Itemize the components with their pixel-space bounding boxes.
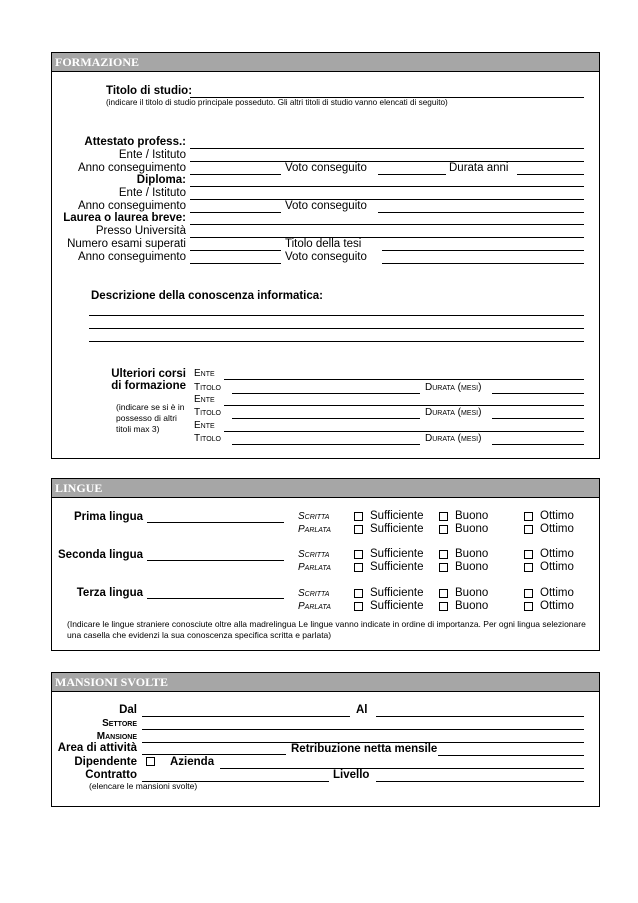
tesi-field[interactable] — [382, 250, 584, 251]
prima-scritta-buono-label: Buono — [455, 510, 489, 522]
al-field[interactable] — [376, 716, 584, 717]
laurea-anno-label: Anno conseguimento — [77, 251, 186, 263]
prima-scritta-ottimo-checkbox[interactable] — [524, 512, 533, 521]
corso-1-ente-field[interactable] — [224, 379, 584, 380]
mansione-label: Mansione — [96, 731, 137, 742]
mansioni-header: MANSIONI SVOLTE — [52, 673, 599, 692]
esami-label: Numero esami superati — [67, 238, 186, 250]
tesi-label: Titolo della tesi — [285, 238, 362, 250]
terza-parlata-sufficiente-label: Sufficiente — [370, 600, 424, 612]
laurea-voto-label: Voto conseguito — [285, 251, 367, 263]
laurea-label: Laurea o laurea breve: — [63, 212, 186, 224]
prima-scritta-label: Scritta — [298, 511, 330, 522]
terza-parlata-buono-checkbox[interactable] — [439, 602, 448, 611]
corso-3-titolo-field[interactable] — [232, 444, 420, 445]
prima-scritta-buono-checkbox[interactable] — [439, 512, 448, 521]
seconda-scritta-sufficiente-label: Sufficiente — [370, 548, 424, 560]
corso-1-durata-field[interactable] — [492, 393, 584, 394]
dal-label: Dal — [119, 704, 137, 716]
corso-2-ente-field[interactable] — [224, 405, 584, 406]
attestato-label: Attestato profess.: — [84, 136, 186, 148]
corso-3-titolo-label: Titolo — [194, 433, 221, 444]
titolo-studio-note: (indicare il titolo di studio principale posseduto. Gli altri titoli di studio vanno elencati di seguito) — [106, 98, 448, 107]
ulteriori-corsi-label-1: Ulteriori corsi — [111, 368, 186, 380]
seconda-parlata-buono-label: Buono — [455, 561, 489, 573]
ulteriori-corsi-note: (indicare se si è in possesso di altri titoli max 3) — [116, 402, 185, 434]
attestato-ente-label: Ente / Istituto — [118, 149, 186, 161]
prima-parlata-buono-checkbox[interactable] — [439, 525, 448, 534]
livello-field[interactable] — [376, 781, 584, 782]
al-label: Al — [356, 704, 368, 716]
terza-lingua-label: Terza lingua — [76, 587, 143, 599]
prima-parlata-ottimo-label: Ottimo — [540, 523, 574, 535]
area-field[interactable] — [142, 754, 286, 755]
laurea-voto-field[interactable] — [382, 263, 584, 264]
corso-3-durata-field[interactable] — [492, 444, 584, 445]
universita-field[interactable] — [190, 237, 584, 238]
seconda-scritta-ottimo-label: Ottimo — [540, 548, 574, 560]
informatica-label: Descrizione della conoscenza informatica: — [91, 290, 323, 302]
seconda-scritta-buono-label: Buono — [455, 548, 489, 560]
informatica-line-1[interactable] — [89, 315, 584, 316]
prima-lingua-label: Prima lingua — [73, 511, 143, 523]
corso-2-durata-field[interactable] — [492, 418, 584, 419]
azienda-label: Azienda — [170, 756, 215, 768]
seconda-lingua-field[interactable] — [147, 560, 284, 561]
settore-label: Settore — [102, 718, 137, 729]
prima-parlata-sufficiente-label: Sufficiente — [370, 523, 424, 535]
prima-scritta-sufficiente-label: Sufficiente — [370, 510, 424, 522]
corso-1-titolo-label: Titolo — [194, 382, 221, 393]
corso-1-titolo-field[interactable] — [232, 393, 420, 394]
ulteriori-corsi-label-2: di formazione — [111, 380, 186, 392]
area-label: Area di attività — [57, 742, 137, 754]
corso-2-durata-label: Durata (mesi) — [425, 407, 482, 418]
terza-scritta-buono-label: Buono — [455, 587, 489, 599]
attestato-anno-label: Anno conseguimento — [77, 162, 186, 174]
terza-scritta-ottimo-label: Ottimo — [540, 587, 574, 599]
terza-parlata-ottimo-checkbox[interactable] — [524, 602, 533, 611]
seconda-parlata-label: Parlata — [298, 562, 331, 573]
seconda-scritta-buono-checkbox[interactable] — [439, 550, 448, 559]
attestato-voto-field[interactable] — [378, 174, 446, 175]
universita-label: Presso Università — [95, 225, 186, 237]
dal-field[interactable] — [142, 716, 350, 717]
corso-3-ente-field[interactable] — [224, 431, 584, 432]
diploma-anno-label: Anno conseguimento — [77, 200, 186, 212]
terza-parlata-ottimo-label: Ottimo — [540, 600, 574, 612]
seconda-parlata-buono-checkbox[interactable] — [439, 563, 448, 572]
laurea-field[interactable] — [190, 224, 584, 225]
retribuzione-field[interactable] — [438, 755, 584, 756]
prima-parlata-sufficiente-checkbox[interactable] — [354, 525, 363, 534]
diploma-ente-field[interactable] — [190, 199, 584, 200]
retribuzione-label: Retribuzione netta mensile — [291, 743, 438, 755]
terza-scritta-label: Scritta — [298, 588, 330, 599]
terza-scritta-buono-checkbox[interactable] — [439, 589, 448, 598]
informatica-line-3[interactable] — [89, 341, 584, 342]
diploma-voto-label: Voto conseguito — [285, 200, 367, 212]
seconda-parlata-sufficiente-checkbox[interactable] — [354, 563, 363, 572]
diploma-label: Diploma: — [136, 174, 186, 186]
informatica-line-2[interactable] — [89, 328, 584, 329]
corso-2-titolo-label: Titolo — [194, 407, 221, 418]
diploma-field[interactable] — [190, 186, 584, 187]
terza-lingua-field[interactable] — [147, 598, 284, 599]
diploma-voto-field[interactable] — [378, 212, 584, 213]
prima-parlata-label: Parlata — [298, 524, 331, 535]
attestato-anno-field[interactable] — [190, 174, 281, 175]
seconda-lingua-label: Seconda lingua — [58, 549, 143, 561]
lingue-note: (Indicare le lingue straniere conosciute oltre alla madrelingua Le lingue vanno indicate in ordine di importanza. Per ogni lingua selezionare una casella che evidenzi la sua conoscenza specifica scritta e parlata) — [67, 619, 586, 640]
azienda-field[interactable] — [220, 768, 584, 769]
titolo-studio-label: Titolo di studio: — [106, 85, 193, 97]
attestato-durata-label: Durata anni — [449, 162, 509, 174]
prima-parlata-buono-label: Buono — [455, 523, 489, 535]
settore-field[interactable] — [142, 729, 584, 730]
seconda-parlata-sufficiente-label: Sufficiente — [370, 561, 424, 573]
diploma-ente-label: Ente / Istituto — [118, 187, 186, 199]
attestato-field[interactable] — [190, 148, 584, 149]
dipendente-checkbox[interactable] — [146, 757, 155, 766]
contratto-label: Contratto — [85, 769, 137, 781]
prima-lingua-field[interactable] — [147, 522, 284, 523]
terza-scritta-sufficiente-label: Sufficiente — [370, 587, 424, 599]
mansioni-note: (elencare le mansioni svolte) — [89, 781, 198, 791]
corso-2-titolo-field[interactable] — [232, 418, 420, 419]
attestato-durata-field[interactable] — [517, 174, 584, 175]
prima-scritta-ottimo-label: Ottimo — [540, 510, 574, 522]
seconda-scritta-sufficiente-checkbox[interactable] — [354, 550, 363, 559]
seconda-parlata-ottimo-label: Ottimo — [540, 561, 574, 573]
attestato-ente-field[interactable] — [190, 161, 584, 162]
formazione-header: FORMAZIONE — [52, 53, 599, 72]
esami-field[interactable] — [190, 250, 281, 251]
terza-parlata-label: Parlata — [298, 601, 331, 612]
corso-3-durata-label: Durata (mesi) — [425, 433, 482, 444]
corso-1-ente-label: Ente — [194, 368, 215, 379]
corso-3-ente-label: Ente — [194, 420, 215, 431]
terza-scritta-sufficiente-checkbox[interactable] — [354, 589, 363, 598]
seconda-parlata-ottimo-checkbox[interactable] — [524, 563, 533, 572]
livello-label: Livello — [333, 769, 370, 781]
laurea-anno-field[interactable] — [190, 263, 281, 264]
corso-1-durata-label: Durata (mesi) — [425, 382, 482, 393]
seconda-scritta-ottimo-checkbox[interactable] — [524, 550, 533, 559]
dipendente-label: Dipendente — [74, 756, 137, 768]
attestato-voto-label: Voto conseguito — [285, 162, 367, 174]
terza-scritta-ottimo-checkbox[interactable] — [524, 589, 533, 598]
terza-parlata-sufficiente-checkbox[interactable] — [354, 602, 363, 611]
prima-scritta-sufficiente-checkbox[interactable] — [354, 512, 363, 521]
diploma-anno-field[interactable] — [190, 212, 281, 213]
prima-parlata-ottimo-checkbox[interactable] — [524, 525, 533, 534]
corso-2-ente-label: Ente — [194, 394, 215, 405]
seconda-scritta-label: Scritta — [298, 549, 330, 560]
lingue-header: LINGUE — [52, 479, 599, 498]
terza-parlata-buono-label: Buono — [455, 600, 489, 612]
